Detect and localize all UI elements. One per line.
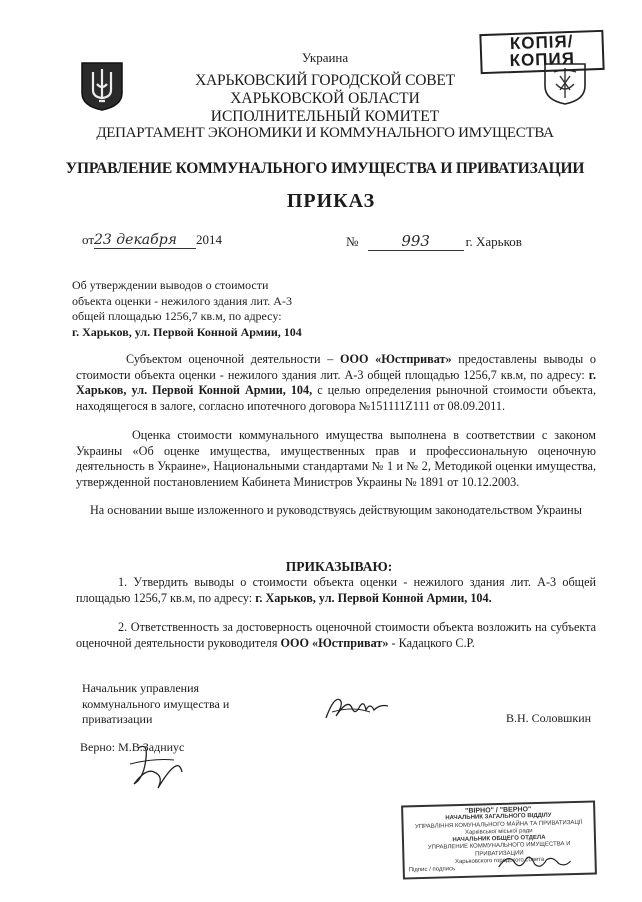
item-2-end: - Кадацкого С.Р. [391,635,475,650]
stamp-signature [494,849,575,873]
p1-mid: предоставлены выводы о стоимости объекта оценки - нежилого здания лит. А-3 общей площадью 1256,7 кв.м, по адресу: [76,352,596,382]
p1-end: с целью определения рыночной стоимости объекта, находящегося в залоге, согласно ипотечного договора №151111Z111 от 08.09.2011. [76,383,597,413]
order-item-2 [76,620,596,651]
position-line-2: коммунального имущества и [82,696,230,711]
item-2-company: ООО «Юстприват» [280,635,389,650]
p1-start: Субъектом оценочной деятельности – [126,352,334,366]
department-name: ДЕПАРТАМЕНТ ЭКОНОМИКИ И КОММУНАЛЬНОГО ИМУЩЕСТВА [96,125,554,141]
signatory-position [82,681,229,728]
verifier-signature [124,738,188,803]
oblast-line: ХАРЬКОВСКОЙ ОБЛАСТИ [230,90,420,107]
city-council: ХАРЬКОВСКИЙ ГОРОДСКОЙ СОВЕТ [195,72,455,89]
item-1-text: Утвердить выводы о стоимости объекта оценки - нежилого здания лит. А-3 общей площадью 1256,7 кв.м, по адресу: [76,575,596,605]
stamp-line-5: НАЧАЛЬНИК ОБЩЕГО ОТДЕЛА [452,834,546,844]
paragraph-3: На основании выше изложенного и руководствуясь действующим законодательством Украины [90,503,582,517]
order-heading: ПРИКАЗЫВАЮ: [285,559,393,574]
p1-address: г. Харьков, ул. Первой Конной Армии, 104, [76,367,596,397]
stamp-line-4: Харківської міської ради [464,828,533,836]
directorate-title: УПРАВЛЕНИЕ КОММУНАЛЬНОГО ИМУЩЕСТВА И ПРИВАТИЗАЦИИ [65,160,585,177]
stamp-line-7: Харьковского городского совета [454,856,545,866]
subject-line-2: объекта оценки - нежилого здания лит. А-3 [72,293,292,308]
stamp-line-3: УПРАВЛІННЯ КОМУНАЛЬНОГО МАЙНА ТА ПРИВАТИЗАЦІЇ [414,819,583,830]
stamp-line-2: НАЧАЛЬНИК ЗАГАЛЬНОГО ВІДДІЛУ [445,812,552,822]
verified-label: Верно: М.В.Задниус [80,740,185,754]
date-handwritten: 23 декабря [94,232,196,249]
order-city: г. Харьков [465,234,522,249]
item-1-number: 1. [118,575,128,589]
stamp-sign-label: Підпис / подпись [408,865,456,874]
subject-line-4: г. Харьков, ул. Первой Конной Армии, 104 [72,324,302,339]
executive-committee: ИСПОЛНИТЕЛЬНЫЙ КОМИТЕТ [210,108,440,125]
p1-company: ООО «Юстприват» [340,352,452,366]
copy-stamp-line2: КОПИЯ [509,48,576,71]
subject-line-1: Об утверждении выводов о стоимости [72,278,269,292]
subject-line-3: общей площадью 1256,7 кв.м, по адресу: [72,309,282,323]
number-prefix: № [346,234,359,249]
document-type: ПРИКАЗ [286,190,376,212]
number-handwritten: 993 [368,232,464,251]
order-number [346,232,522,251]
copy-stamp-line1: КОПІЯ/ [509,31,574,54]
item-1-address: г. Харьков, ул. Первой Конной Армии, 104. [255,590,492,605]
handwritten-signature [322,690,392,729]
item-2-number: 2. [118,620,128,634]
order-item-1 [76,575,596,606]
stamp-line-1: "ВІРНО" / "ВЕРНО" [465,806,532,815]
order-year: 2014 [196,232,223,247]
date-prefix: от [82,232,95,247]
order-date [82,232,222,249]
item-2-text: Ответственность за достоверность оценочной стоимости объекта возложить на субъекта оценочной деятельности руководителя [76,620,597,650]
certification-stamp [401,800,597,879]
country-name: Украина [301,50,349,65]
paragraph-2: Оценка стоимости коммунального имущества выполнена в соответствии с законом Украины «Об оценке имущества, имущественных прав и профессиональную оценочную деятельность в Украине», Национальными стандартами № 1 и № 2, Методикой оценки имущества, утвержденной постановлением Кабинета Министров Украины № 1891 от 10.12.2003. [76,428,596,489]
position-line-1: Начальник управления [82,681,200,695]
order-subject [72,278,302,340]
paragraph-1 [76,352,596,414]
stamp-line-6: УПРАВЛЕНИЕ КОММУНАЛЬНОГО ИМУЩЕСТВА И ПРИВАТИЗАЦИИ [427,841,571,858]
position-line-3: приватизации [82,712,153,726]
signatory-name: В.Н. Соловшкин [506,711,592,725]
